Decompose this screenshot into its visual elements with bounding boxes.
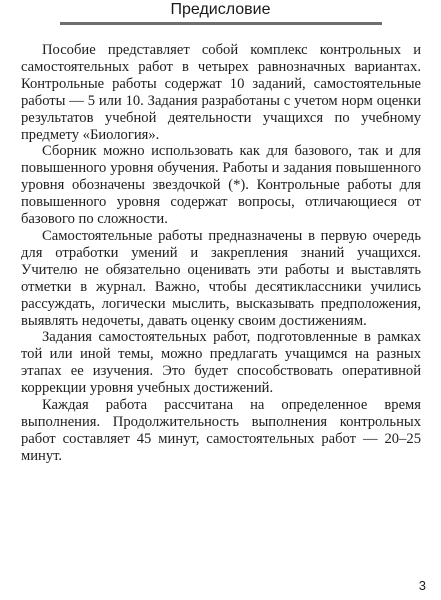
preface-body bbox=[21, 42, 421, 465]
header-rule bbox=[60, 22, 382, 25]
running-header-title: Предисловие bbox=[170, 1, 271, 18]
paragraph-4: Задания самостоятельных работ, подготовленные в рамках той или иной темы, можно предлагать учащимся на разных этапах ее изучения. Это будет способствовать оперативной коррекции уровня учебных достижений. bbox=[21, 329, 421, 397]
page-number: 3 bbox=[418, 578, 426, 593]
paragraph-3: Самостоятельные работы предназначены в первую очередь для отработки умений и закрепления знаний учащихся. Учителю не обязательно оценивать эти работы и выставлять отметки в журнал. Важно, чтобы десятиклассники учились рассуждать, логически мыслить, высказывать предположения, выявлять недочеты, давать оценку своим достижениям. bbox=[21, 227, 421, 329]
paragraph-1: Пособие представляет собой комплекс контрольных и самостоятельных работ в четырех равнозначных вариантах. Контрольные работы содержат 10 заданий, самостоятельные работы — 5 или 10. Задания разработаны с учетом норм оценки результатов учебной деятельности учащихся по учебному предмету «Биология». bbox=[21, 42, 421, 143]
paragraph-2: Сборник можно использовать как для базового, так и для повышенного уровня обучения. Работы и задания повышенного уровня обозначены звездочкой (*). Контрольные работы для повышенного уровня содержат вопросы, отличающиеся от базового по сложности. bbox=[21, 143, 421, 228]
paragraph-5: Каждая работа рассчитана на определенное время выполнения. Продолжительность выполнения контрольных работ составляет 45 минут, самостоятельных работ — 20–25 минут. bbox=[21, 397, 421, 464]
